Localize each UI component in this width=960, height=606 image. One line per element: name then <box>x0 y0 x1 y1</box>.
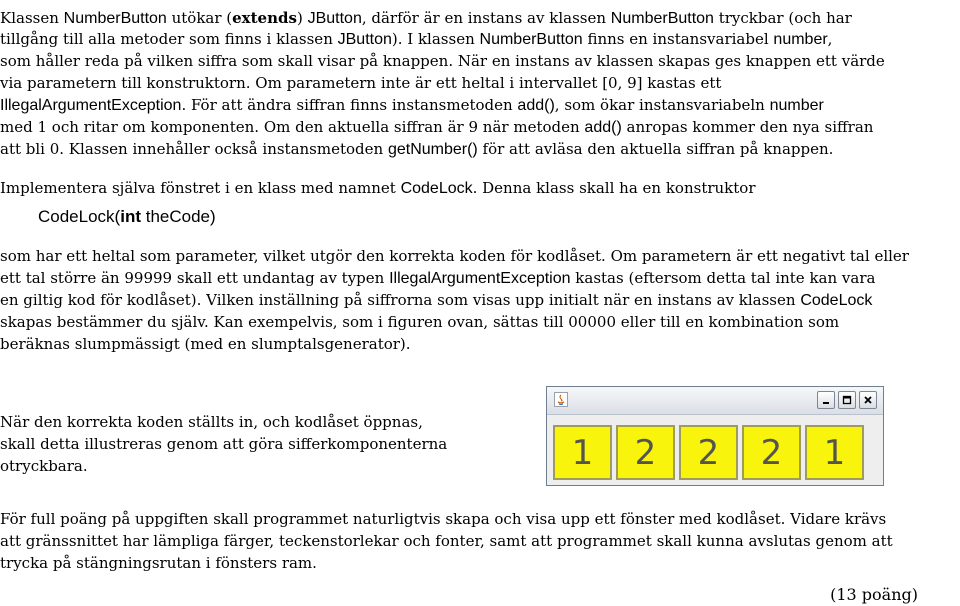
text-line <box>0 531 893 551</box>
caption-line: När den korrekta koden ställts in, och kodlåset öppnas, <box>0 413 423 431</box>
code-identifier: add() <box>584 119 622 136</box>
digit-button[interactable]: 2 <box>616 425 675 480</box>
text-line <box>0 73 721 93</box>
text-segment: skapas bestämmer du själv. Kan exempelvis, som i figuren ovan, sättas till 00000 eller till en kombination som <box>0 313 840 331</box>
code-identifier: CodeLock <box>800 292 873 309</box>
constructor-signature <box>38 207 216 227</box>
digit-button[interactable]: 1 <box>553 425 612 480</box>
text-segment: för att avläsa den aktuella siffran på knappen. <box>477 140 834 158</box>
points-label: (13 poäng) <box>830 585 918 604</box>
text-segment: som håller reda på vilken siffra som skall visar på knappen. När en instans av klassen skapas ges knappen ett värde <box>0 52 885 70</box>
text-segment: Implementera själva fönstret i en klass med namnet <box>0 179 401 197</box>
text-line <box>0 553 317 573</box>
text-segment: finns en instansvariabel <box>582 30 774 48</box>
codelock-window <box>546 386 884 486</box>
text-segment: att gränssnittet har lämpliga färger, teckenstorlekar och fonter, samt att programmet skall kunna avslutas genom att <box>0 532 893 550</box>
text-line <box>0 95 824 116</box>
text-segment: en giltig kod för kodlåset). Vilken inställning på siffrorna som visas upp initialt när en instans av klassen <box>0 291 801 309</box>
code-identifier: CodeLock <box>400 180 473 197</box>
text-line <box>0 8 852 29</box>
figure-caption <box>0 411 500 477</box>
text-line <box>0 29 832 50</box>
text-segment: , som ökar instansvariabeln <box>554 96 770 114</box>
digit-button[interactable]: 2 <box>679 425 738 480</box>
code-identifier: NumberButton <box>63 10 167 27</box>
code-identifier: NumberButton <box>610 10 714 27</box>
caption-line: otryckbara. <box>0 457 88 475</box>
text-line <box>0 117 873 138</box>
text-line <box>0 246 909 266</box>
code-identifier: number <box>773 31 828 48</box>
code-identifier: IllegalArgumentException <box>389 270 571 287</box>
text-segment: , <box>827 30 833 48</box>
code-identifier: IllegalArgumentException <box>0 97 182 114</box>
text-segment: För full poäng på uppgiften skall programmet naturligtvis skapa och visa upp ett fönster med kodlåset. Vidare krävs <box>0 510 887 528</box>
signature-param: theCode) <box>141 207 216 226</box>
maximize-icon[interactable] <box>838 391 856 409</box>
code-identifier: JButton <box>337 31 392 48</box>
text-segment: att bli 0. Klassen innehåller också instansmetoden <box>0 140 388 158</box>
text-segment: via parametern till konstruktorn. Om parametern inte är ett heltal i intervallet [0, 9] kastas ett <box>0 74 722 92</box>
text-line <box>0 268 875 289</box>
signature-keyword: int <box>120 207 141 226</box>
text-segment: med 1 och ritar om komponenten. Om den aktuella siffran är 9 när metoden <box>0 118 585 136</box>
text-segment: tillgång till alla metoder som finns i klassen <box>0 30 338 48</box>
code-identifier: NumberButton <box>479 31 583 48</box>
text-line <box>0 509 886 529</box>
text-line <box>0 51 885 71</box>
signature-name: CodeLock( <box>38 207 121 226</box>
window-titlebar <box>547 387 883 415</box>
text-segment: . Denna klass skall ha en konstruktor <box>472 179 756 197</box>
digit-button[interactable]: 2 <box>742 425 801 480</box>
text-line <box>0 139 833 160</box>
text-segment: beräknas slumpmässigt (med en slumptalsgenerator). <box>0 335 411 353</box>
text-segment: , därför är en instans av klassen <box>361 9 611 27</box>
minimize-icon[interactable] <box>817 391 835 409</box>
code-identifier: getNumber() <box>387 141 478 158</box>
code-identifier: JButton <box>307 10 362 27</box>
text-segment: ). I klassen <box>391 30 480 48</box>
text-segment: Klassen <box>0 9 64 27</box>
text-line <box>0 290 872 311</box>
text-line <box>0 312 839 332</box>
digit-button[interactable]: 1 <box>805 425 864 480</box>
text-segment: trycka på stängningsrutan i fönsters ram. <box>0 554 317 572</box>
text-segment: extends <box>232 9 297 27</box>
text-segment: . För att ändra siffran finns instansmetoden <box>181 96 518 114</box>
digit-row <box>553 425 864 480</box>
java-icon <box>554 392 568 407</box>
text-segment: tryckbar (och har <box>713 9 852 27</box>
caption-line: skall detta illustreras genom att göra sifferkomponenterna <box>0 435 448 453</box>
text-segment: som har ett heltal som parameter, vilket utgör den korrekta koden för kodlåset. Om parametern är ett negativt tal eller <box>0 247 909 265</box>
text-segment: anropas kommer den nya siffran <box>621 118 874 136</box>
text-line <box>0 178 756 199</box>
text-segment: utökar ( <box>166 9 233 27</box>
code-identifier: add() <box>517 97 555 114</box>
text-line <box>0 334 411 354</box>
code-identifier: number <box>769 97 824 114</box>
text-segment: ett tal större än 99999 skall ett undantag av typen <box>0 269 390 287</box>
close-icon[interactable] <box>859 391 877 409</box>
text-segment: ) <box>296 9 308 27</box>
text-segment: kastas (eftersom detta tal inte kan vara <box>570 269 876 287</box>
